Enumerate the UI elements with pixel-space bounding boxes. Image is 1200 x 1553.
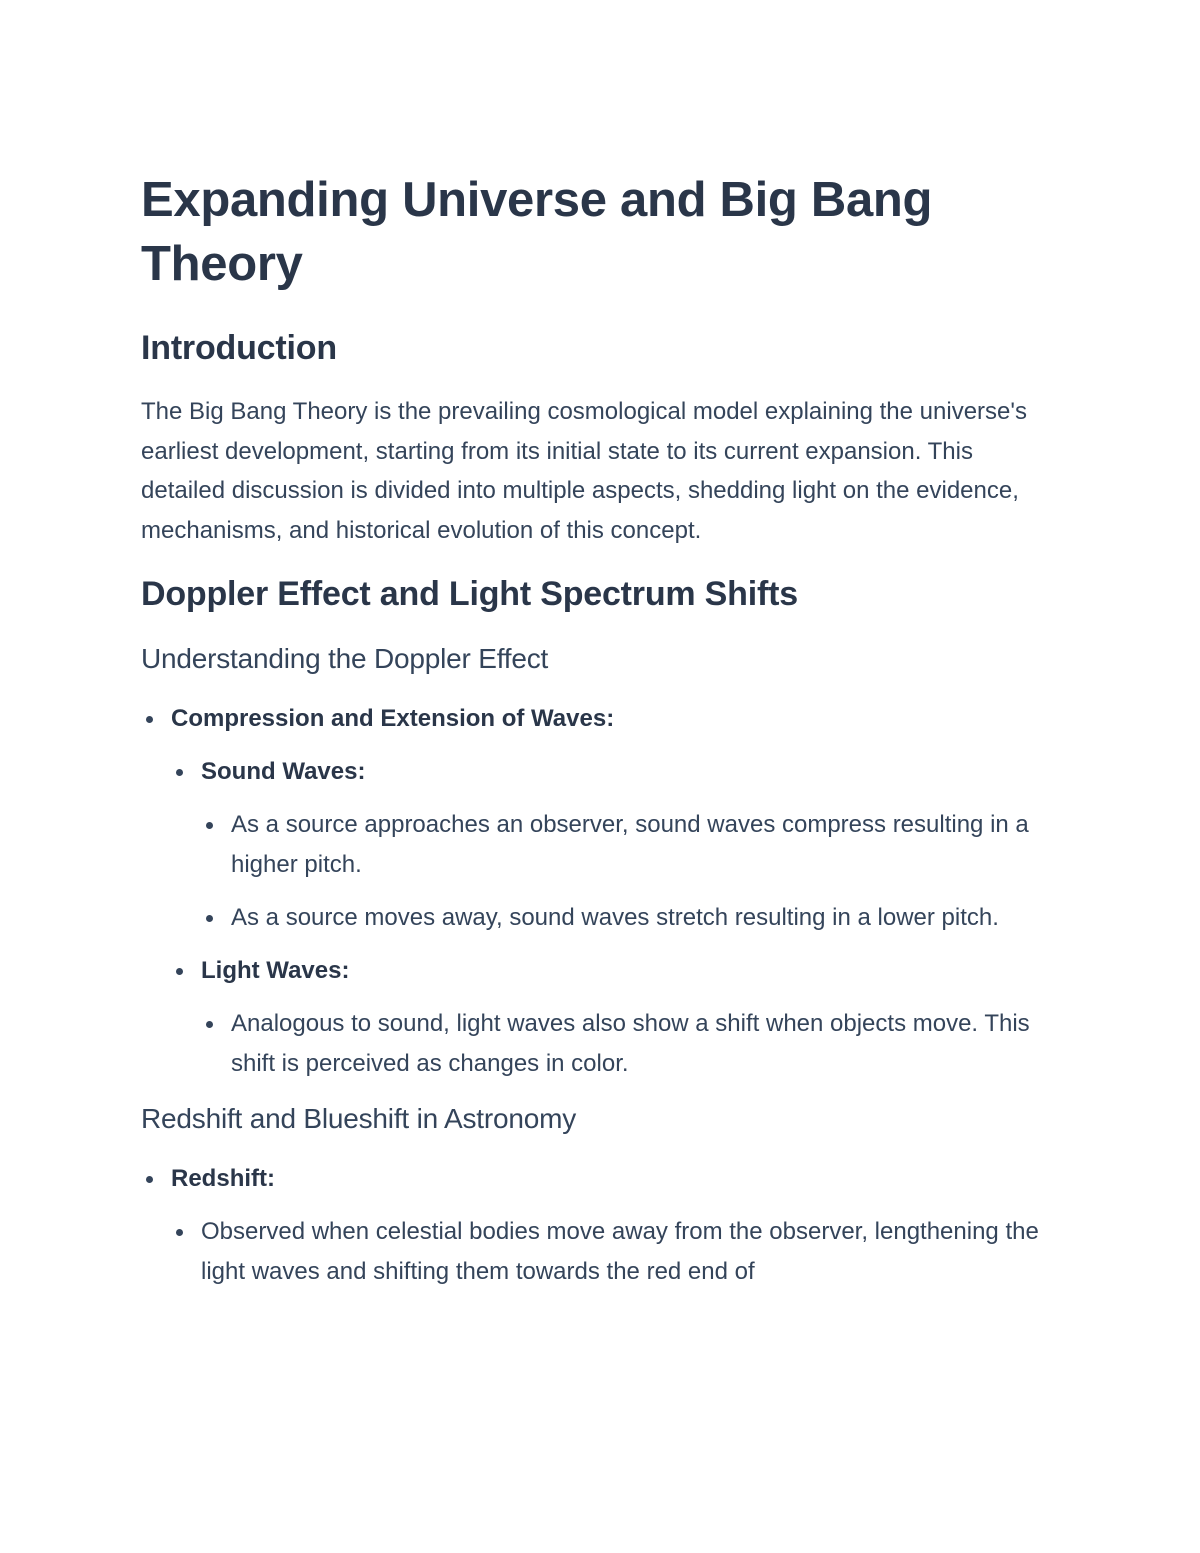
list-item xyxy=(231,805,1056,885)
introduction-paragraph: The Big Bang Theory is the prevailing cosmological model explaining the universe's earliest development, starting from its initial state to its current expansion. This detailed discussion is divided into multiple aspects, shedding light on the evidence, mechanisms, and historical evolution of this concept. xyxy=(141,398,1027,544)
list-item xyxy=(201,1212,1056,1292)
compression-label: Compression and Extension of Waves: xyxy=(171,705,615,732)
redshift-sublist xyxy=(171,1212,1056,1292)
redshift-blueshift-heading: Redshift and Blueshift in Astronomy xyxy=(141,1103,577,1134)
list-item xyxy=(231,1004,1056,1084)
doppler-heading: Doppler Effect and Light Spectrum Shifts xyxy=(141,575,798,613)
list-item xyxy=(201,951,1056,1084)
document-page xyxy=(141,168,1056,1292)
sound-approach-text: As a source approaches an observer, sound waves compress resulting in a higher pitch. xyxy=(231,811,1029,878)
document-title: Expanding Universe and Big Bang Theory xyxy=(141,173,933,291)
list-item xyxy=(201,752,1056,938)
redshift-description-text: Observed when celestial bodies move away from the observer, lengthening the light waves and shifting them towards the red end of xyxy=(201,1218,1039,1285)
waves-sublist xyxy=(171,752,1056,1084)
sound-away-text: As a source moves away, sound waves stretch resulting in a lower pitch. xyxy=(231,904,999,931)
list-item xyxy=(171,1159,1056,1292)
understanding-doppler-heading: Understanding the Doppler Effect xyxy=(141,643,549,674)
sound-waves-label: Sound Waves: xyxy=(201,758,366,785)
light-waves-label: Light Waves: xyxy=(201,957,350,984)
sound-waves-sublist xyxy=(201,805,1056,938)
light-waves-sublist xyxy=(201,1004,1056,1084)
light-shift-text: Analogous to sound, light waves also show a shift when objects move. This shift is perceived as changes in color. xyxy=(231,1010,1030,1077)
redshift-list xyxy=(141,1159,1056,1292)
list-item xyxy=(231,898,1056,938)
list-item xyxy=(171,699,1056,1084)
doppler-list xyxy=(141,699,1056,1084)
redshift-label: Redshift: xyxy=(171,1165,275,1192)
introduction-heading: Introduction xyxy=(141,329,337,367)
